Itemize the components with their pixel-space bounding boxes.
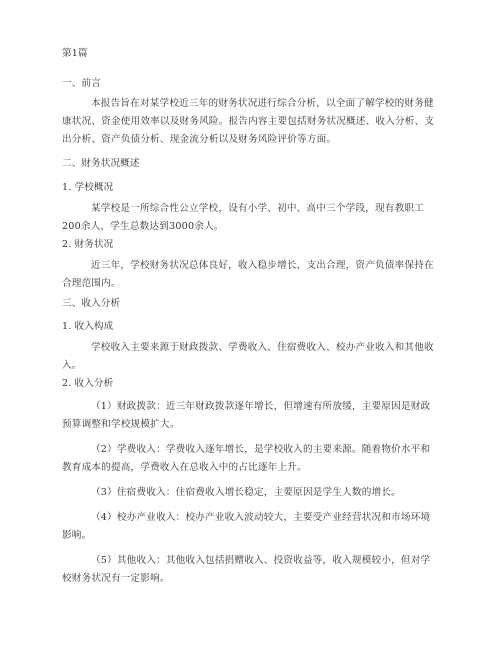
section-2-heading: 二、财务状况概述 xyxy=(62,158,140,169)
section-2-1-paragraph: 某学校是一所综合性公立学校，设有小学、初中、高中三个学段，现有教职工200余人，学生总数达到3000余人。 xyxy=(62,203,424,232)
section-2-2-heading: 2. 财务状况 xyxy=(62,239,114,250)
list-item-5: （5）其他收入：其他收入包括捐赠收入、投资收益等，收入规模较小，但对学校财务状况有一定影响。 xyxy=(62,555,431,584)
section-3-1-paragraph: 学校收入主要来源于财政拨款、学费收入、住宿费收入、校办产业收入和其他收入。 xyxy=(62,342,434,371)
list-item-1: （1）财政拨款：近三年财政拨款逐年增长，但增速有所放缓，主要原因是财政预算调整和学校规模扩大。 xyxy=(62,401,431,430)
section-1-paragraph: 本报告旨在对某学校近三年的财务状况进行综合分析，以全面了解学校的财务健康状况、资金使用效率以及财务风险。报告内容主要包括财务状况概述、收入分析、支出分析、资产负债分析、现金流分析以及财务风险评价等方面。 xyxy=(62,98,435,145)
section-2-2-paragraph: 近三年，学校财务状况总体良好，收入稳步增长，支出合理，资产负债率保持在合理范围内。 xyxy=(62,260,434,289)
section-1-heading: 一、前言 xyxy=(62,78,101,89)
section-2-1-heading: 1. 学校概况 xyxy=(62,182,114,193)
part-title: 第1篇 xyxy=(62,48,88,59)
section-3-heading: 三、收入分析 xyxy=(62,298,121,309)
list-item-2: （2）学费收入：学费收入逐年增长，是学校收入的主要来源。随着物价水平和教育成本的提高，学费收入在总收入中的占比逐年上升。 xyxy=(62,444,431,473)
section-3-2-heading: 2. 收入分析 xyxy=(62,378,114,389)
list-item-3: （3）住宿费收入：住宿费收入增长稳定，主要原因是学生人数的增长。 xyxy=(91,487,401,498)
section-3-1-heading: 1. 收入构成 xyxy=(62,321,114,332)
list-item-4: （4）校办产业收入：校办产业收入波动较大，主要受产业经营状况和市场环境影响。 xyxy=(62,512,431,541)
